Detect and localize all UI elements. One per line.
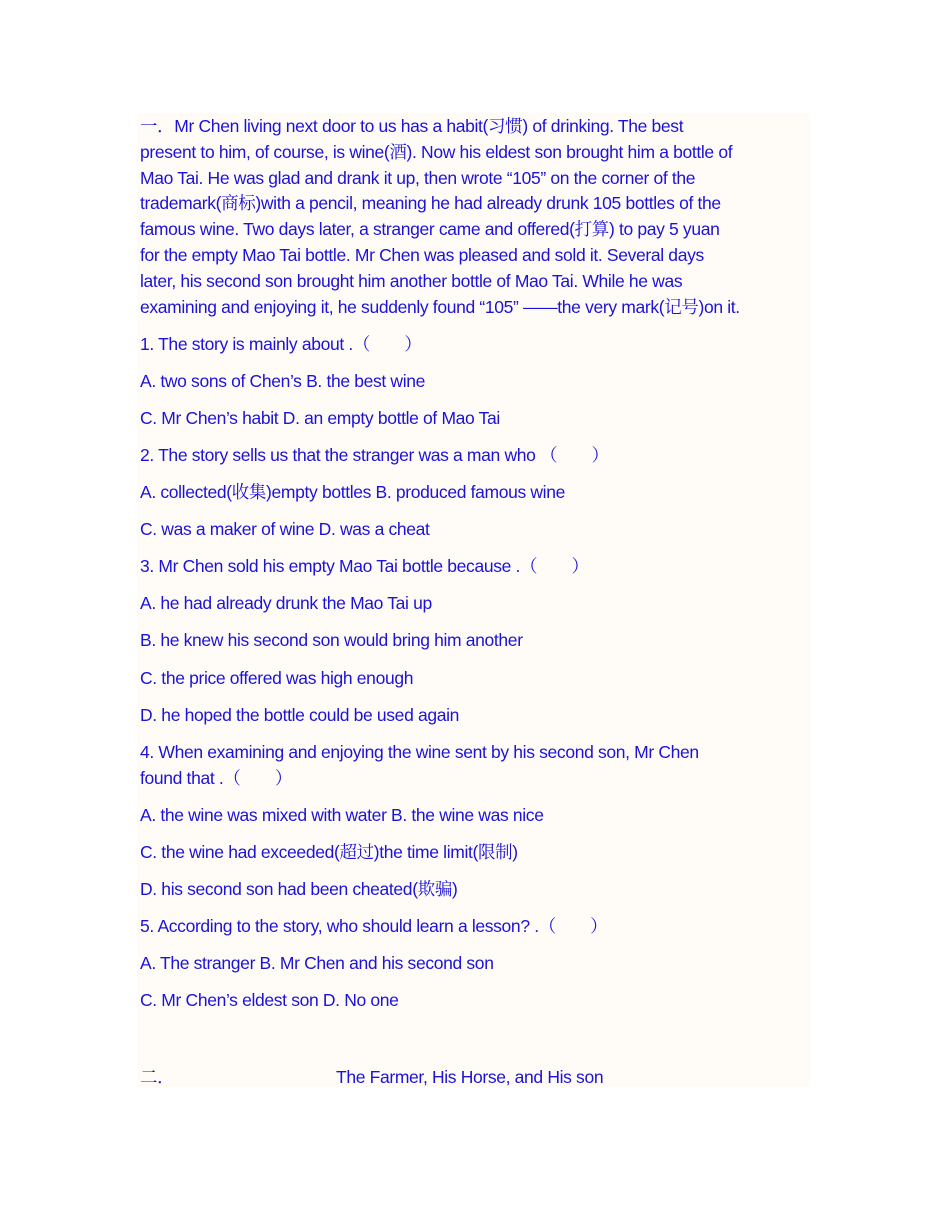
question-3 [140, 554, 820, 728]
question-stem: 4. When examining and enjoying the wine sent by his second son, Mr Chen found that .（ ） [140, 741, 699, 788]
question-5 [140, 914, 820, 1014]
question-option: C. the wine had exceeded(超过)the time limit(限制) [140, 841, 518, 862]
reading-section-2-heading [140, 1064, 810, 1090]
question-stem: 5. According to the story, who should learn a lesson? .（ ） [140, 915, 608, 936]
section-title: The Farmer, His Horse, and His son [336, 1067, 604, 1087]
reading-section-1 [140, 114, 820, 1014]
question-option: D. his second son had been cheated(欺骗) [140, 878, 458, 899]
question-1 [140, 332, 820, 432]
question-option: A. collected(收集)empty bottles B. produced famous wine [140, 482, 565, 503]
question-option: B. he knew his second son would bring him another [140, 630, 523, 651]
question-option: C. was a maker of wine D. was a cheat [140, 519, 430, 540]
question-stem: 2. The story sells us that the stranger was a man who （ ） [140, 444, 609, 465]
question-option: D. he hoped the bottle could be used again [140, 704, 460, 725]
question-4 [140, 740, 820, 903]
question-option: C. Mr Chen’s habit D. an empty bottle of Mao Tai [140, 407, 500, 428]
passage-text: 一．Mr Chen living next door to us has a habit(习惯) of drinking. The best present to him, of course, is wine(酒). Now his eldest son brought him a bottle of Mao Tai. He was glad and drank it up, then wrote “105” on the corner of the trademark(商标)with a pencil, meaning he had already drunk 105 bottles of the famous wine. Two days later, a stranger came and offered(打算) to pay 5 yuan for the empty Mao Tai bottle. Mr Chen was pleased and sold it. Several days later, his second son brought him another bottle of Mao Tai. While he was examining and enjoying it, he suddenly found “105” ——the very mark(记号)on it. [140, 116, 740, 317]
question-option: A. he had already drunk the Mao Tai up [140, 593, 432, 614]
question-option: A. The stranger B. Mr Chen and his second son [140, 952, 494, 973]
question-stem: 1. The story is mainly about .（ ） [140, 333, 422, 354]
question-option: C. the price offered was high enough [140, 667, 414, 688]
question-option: C. Mr Chen’s eldest son D. No one [140, 990, 399, 1011]
question-2 [140, 443, 820, 543]
section-number: 二． [140, 1067, 175, 1087]
question-stem: 3. Mr Chen sold his empty Mao Tai bottle because .（ ） [140, 556, 589, 577]
question-option: A. the wine was mixed with water B. the wine was nice [140, 804, 544, 825]
question-option: A. two sons of Chen’s B. the best wine [140, 370, 426, 391]
